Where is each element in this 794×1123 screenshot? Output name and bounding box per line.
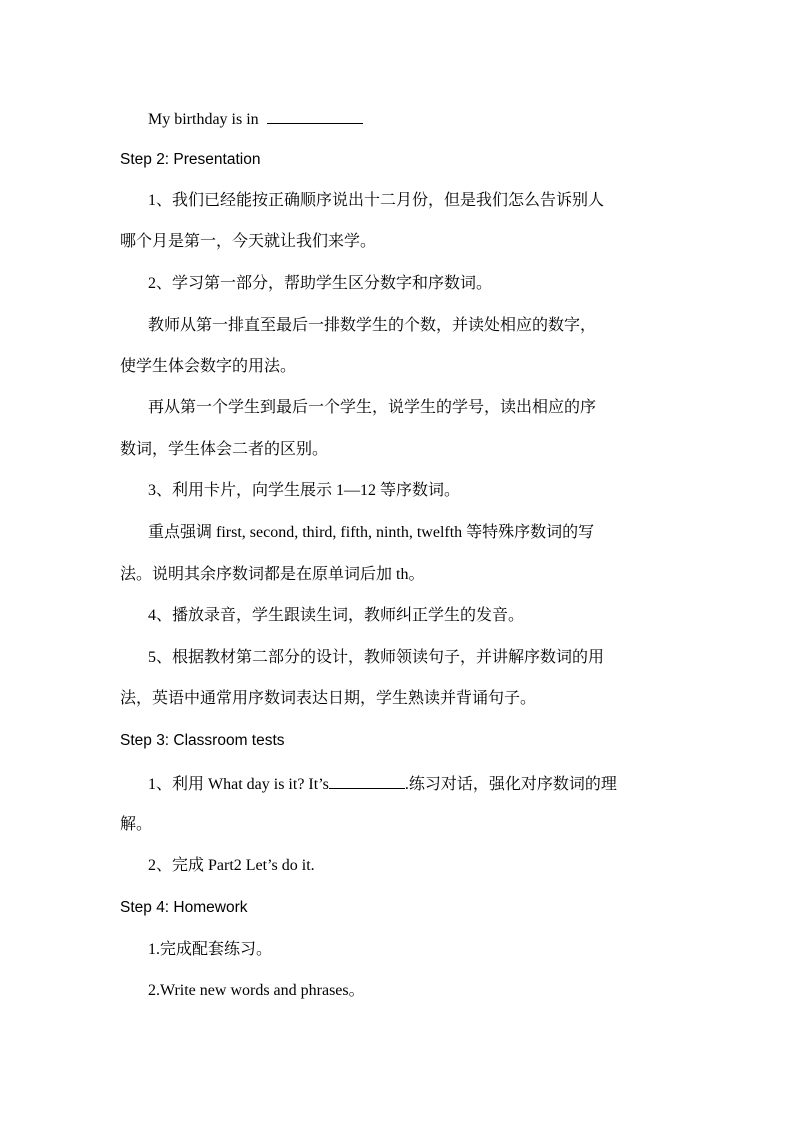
step3-heading: Step 3: Classroom tests <box>120 732 285 749</box>
paragraph-8-line-1: 5、根据教材第二部分的设计，教师领读句子，并讲解序数词的用 <box>148 649 605 666</box>
step2-heading: Step 2: Presentation <box>120 151 261 168</box>
paragraph-3-line-1: 教师从第一排直至最后一排数学生的个数，并读处相应的数字， <box>148 317 597 334</box>
birthday-sentence <box>148 108 708 130</box>
paragraph-9-line-1 <box>148 773 708 795</box>
paragraph-9-suffix: .练习对话，强化对序数词的理 <box>404 776 617 793</box>
paragraph-3-line-2: 使学生体会数字的用法。 <box>120 358 297 375</box>
step4-heading: Step 4: Homework <box>120 899 248 916</box>
answer-blank <box>267 108 363 124</box>
paragraph-6-line-2: 法。说明其余序数词都是在原单词后加 th。 <box>120 566 425 583</box>
paragraph-12: 2.Write new words and phrases。 <box>148 982 365 999</box>
paragraph-7: 4、播放录音，学生跟读生词，教师纠正学生的发音。 <box>148 607 525 624</box>
paragraph-4-line-1: 再从第一个学生到最后一个学生，说学生的学号，读出相应的序 <box>148 399 597 416</box>
answer-blank <box>329 773 405 789</box>
paragraph-1-line-1: 1、我们已经能按正确顺序说出十二月份，但是我们怎么告诉别人 <box>148 192 605 209</box>
paragraph-5: 3、利用卡片，向学生展示 1—12 等序数词。 <box>148 482 461 499</box>
paragraph-11: 1.完成配套练习。 <box>148 941 273 958</box>
paragraph-9-prefix: 1、利用 What day is it? It’s <box>148 776 329 793</box>
paragraph-6-line-1: 重点强调 first, second, third, fifth, ninth, twelfth 等特殊序数词的写 <box>148 524 595 541</box>
paragraph-9-line-2: 解。 <box>120 816 153 833</box>
paragraph-4-line-2: 数词，学生体会二者的区别。 <box>120 441 329 458</box>
paragraph-1-line-2: 哪个月是第一，今天就让我们来学。 <box>120 233 377 250</box>
paragraph-2: 2、学习第一部分，帮助学生区分数字和序数词。 <box>148 275 493 292</box>
paragraph-10: 2、完成 Part2 Let’s do it. <box>148 857 315 874</box>
paragraph-8-line-2: 法，英语中通常用序数词表达日期，学生熟读并背诵句子。 <box>120 690 537 707</box>
birthday-prefix: My birthday is in <box>148 111 263 128</box>
